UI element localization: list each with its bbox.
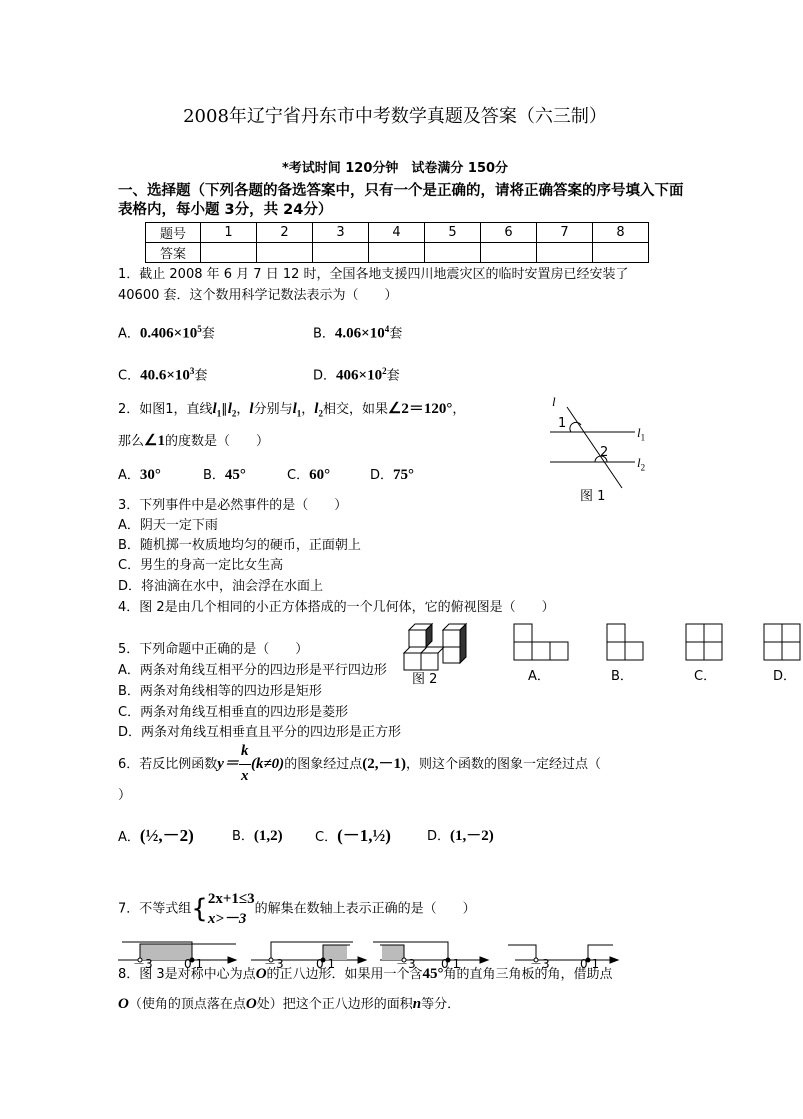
q7-tick-label: －3 <box>264 957 284 971</box>
q3-option-d: D．将油滴在水中，油会浮在水面上 <box>118 579 324 594</box>
section-heading-cont: 表格内，每小题 3分，共 24分） <box>118 202 333 218</box>
q1-stem-cont: 40600 套．这个数用科学记数法表示为（ ） <box>118 288 398 303</box>
figure-2-caption: 图 2 <box>412 672 438 687</box>
q4-stem: 4．图 2是由几个相同的小正方体搭成的一个几何体，它的俯视图是（ ） <box>118 600 555 615</box>
answer-table <box>145 222 649 263</box>
q8-stem-cont: O（使角的顶点落在点O处）把这个正八边形的面积n等分． <box>118 996 461 1012</box>
q7-stem: 7．不等式组{ 2x+1≤3 x>－3 的解集在数轴上表示正确的是（ ） <box>118 891 476 927</box>
table-cell: 1 <box>201 223 257 243</box>
table-cell: 2 <box>257 223 313 243</box>
table-cell: 3 <box>313 223 369 243</box>
q2-option-c: C．60° <box>287 467 331 483</box>
answer-cell[interactable] <box>201 243 257 263</box>
q8-stem: 8．图 3是对称中心为点O的正八边形．如果用一个含45°角的直角三角板的角，借助点 <box>118 966 613 982</box>
figure-2-cubes <box>395 620 475 665</box>
q6-option-b: B．(1,2) <box>232 828 283 844</box>
q5-option-b: B．两条对角线相等的四边形是矩形 <box>118 684 322 699</box>
q4-option-a-figure <box>513 623 573 661</box>
table-cell: 8 <box>593 223 649 243</box>
q2-option-b: B．45° <box>203 467 246 483</box>
q1-option-b: B．$4.06\times 10^4$套 <box>313 324 403 342</box>
q4-option-c-figure <box>685 623 725 661</box>
answer-cell[interactable] <box>593 243 649 263</box>
answer-cell[interactable] <box>481 243 537 263</box>
table-cell: 7 <box>537 223 593 243</box>
answer-cell[interactable] <box>313 243 369 263</box>
section-heading: 一、选择题（下列各题的备选答案中，只有一个是正确的，请将正确答案的序号填入下面 <box>118 183 684 199</box>
q7-tick-label: －3 <box>133 957 153 971</box>
q6-stem: 6．若反比例函数y＝ $\frac{k}{x}$ (k≠0)的图象经过点(2,－1)，则这个函数的图象一定经过点（ <box>118 742 601 784</box>
table-row <box>146 223 649 243</box>
q7-tick-label: 0 1 <box>441 957 461 971</box>
q3-option-c: C．男生的身高一定比女生高 <box>118 558 284 573</box>
figure-1-label-l2: $l_2$ <box>637 455 646 473</box>
table-header: 答案 <box>146 243 201 263</box>
table-header: 题号 <box>146 223 201 243</box>
q2-option-d: D．75° <box>370 467 415 483</box>
answer-cell[interactable] <box>369 243 425 263</box>
answer-cell[interactable] <box>537 243 593 263</box>
exam-info: *考试时间 120分钟 试卷满分 150分 <box>281 161 509 176</box>
q4-option-b-figure <box>606 623 646 661</box>
q1-option-c: C．$40.6\times 10^3$套 <box>118 366 208 384</box>
q7-tick-label: －3 <box>530 957 550 971</box>
q4-option-c: C． <box>694 669 717 684</box>
answer-cell[interactable] <box>257 243 313 263</box>
q4-option-d: D． <box>773 669 797 684</box>
q7-tick-label: 0 1 <box>580 957 600 971</box>
figure-1-label-l1: $l_1$ <box>637 425 646 443</box>
table-cell: 6 <box>481 223 537 243</box>
q5-option-a: A．两条对角线互相平分的四边形是平行四边形 <box>118 663 387 678</box>
q6-option-a: A．(½,－2) <box>118 826 194 845</box>
q3-option-b: B．随机掷一枚质地均匀的硬币，正面朝上 <box>118 538 361 553</box>
q2-option-a: A．30° <box>118 467 161 483</box>
q7-tick-label: －3 <box>396 957 416 971</box>
q2-stem-cont: 那么∠1的度数是（ ） <box>118 433 269 449</box>
q3-stem: 3．下列事件中是必然事件的是（ ） <box>118 498 348 513</box>
q6-option-c: C．(－1,½) <box>315 826 391 845</box>
q1-stem: 1．截止 2008 年 6 月 7 日 12 时，全国各地支援四川地震灾区的临时安置房已经安装了 <box>118 267 629 282</box>
q3-option-a: A．阴天一定下雨 <box>118 518 218 533</box>
q7-tick-label: 0 1 <box>184 957 204 971</box>
q4-option-a: A． <box>528 669 550 684</box>
table-cell: 5 <box>425 223 481 243</box>
q1-option-d: D．$406\times 10^2$套 <box>313 366 400 384</box>
q4-option-d-figure <box>763 623 803 661</box>
figure-1-label-l: l <box>552 394 556 409</box>
figure-1-angle-2: 2 <box>600 445 609 460</box>
q5-stem: 5．下列命题中正确的是（ ） <box>118 642 309 657</box>
table-cell: 4 <box>369 223 425 243</box>
q1-option-a: A．$0.406\times 10^5$套 <box>118 324 215 342</box>
figure-1-caption: 图 1 <box>580 489 606 504</box>
q7-tick-label: 0 1 <box>316 957 336 971</box>
figure-1-angle-1: 1 <box>558 416 567 431</box>
q6-option-d: D．(1,－2) <box>427 828 494 844</box>
answer-cell[interactable] <box>425 243 481 263</box>
table-row <box>146 243 649 263</box>
q5-option-c: C．两条对角线互相垂直的四边形是菱形 <box>118 705 349 720</box>
q4-option-b: B． <box>611 669 633 684</box>
q6-stem-cont: ） <box>118 788 132 803</box>
q5-option-d: D．两条对角线互相垂直且平分的四边形是正方形 <box>118 725 402 740</box>
page-title: 2008年辽宁省丹东市中考数学真题及答案（六三制） <box>183 106 607 127</box>
q2-stem: 2．如图1，直线$l_1\parallel l_2$，l分别与$l_1$，$l_2$相交，如果∠2＝120°， <box>118 401 466 419</box>
